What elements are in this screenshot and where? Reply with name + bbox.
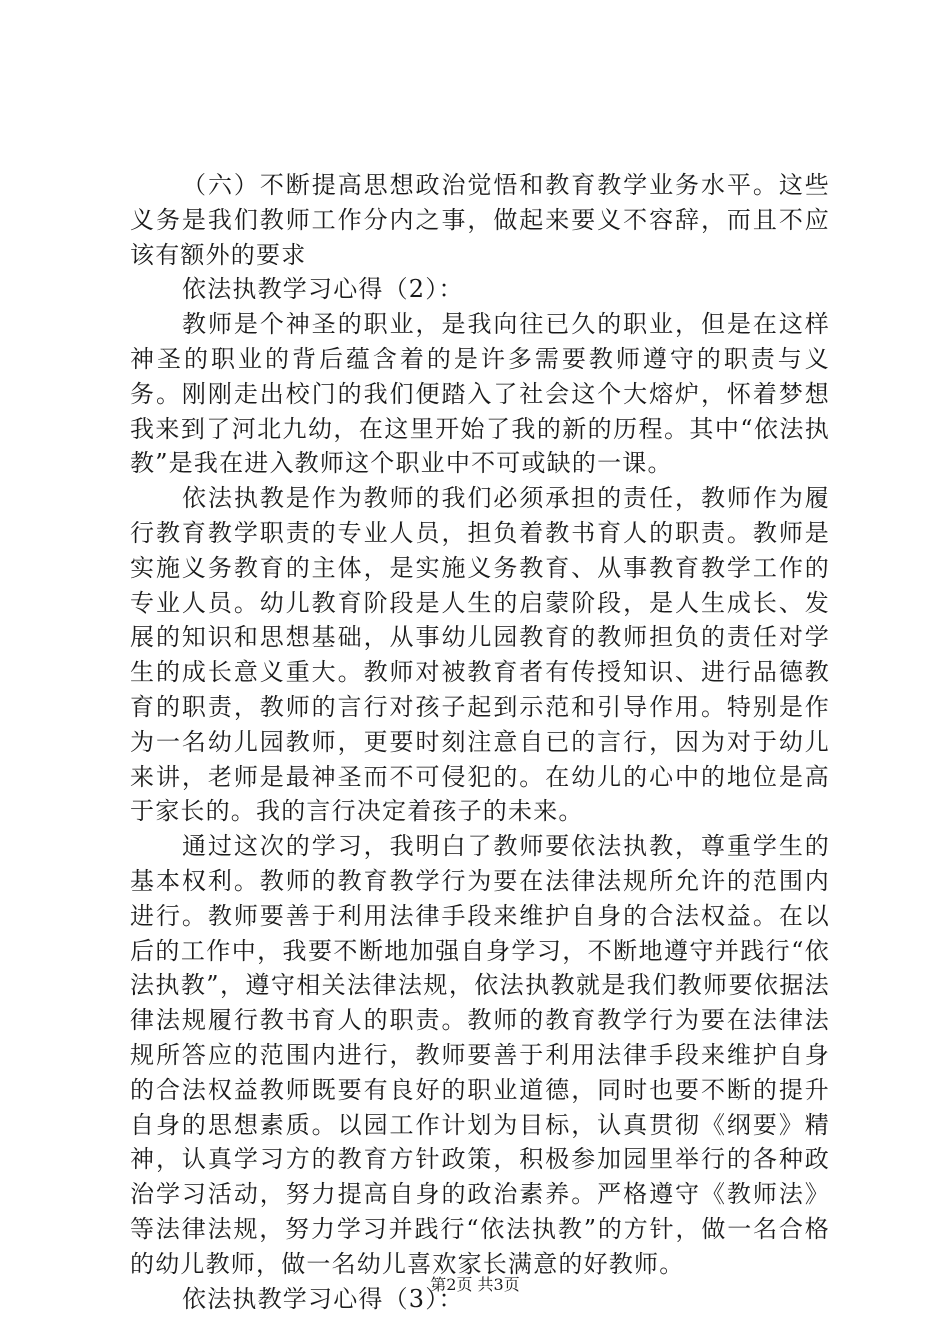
paragraph-duty-six: （六）不断提高思想政治觉悟和教育教学业务水平。这些义务是我们教师工作分内之事，做起来要义不容辞，而且不应该有额外的要求: [130, 171, 830, 269]
document-body: [130, 168, 830, 1316]
paragraph-teacher-responsibility: 依法执教是作为教师的我们必须承担的责任，教师作为履行教育教学职责的专业人员，担负着教书育人的职责。教师是实施义务教育的主体，是实施义务教育、从事教育教学工作的专业人员。幼儿教育阶段是人生的启蒙阶段，是人生成长、发展的知识和思想基础，从事幼儿园教育的教师担负的责任对学生的成长意义重大。教师对被教育者有传授知识、进行品德教育的职责，教师的言行对孩子起到示范和引导作用。特别是作为一名幼儿园教师，更要时刻注意自已的言行，因为对于幼儿来讲，老师是最神圣而不可侵犯的。在幼儿的心中的地位是高于家长的。我的言行决定着孩子的未来。: [130, 484, 830, 826]
heading-learning-notes-2: 依法执教学习心得（2）：: [182, 275, 464, 304]
paragraph-study-reflection: 通过这次的学习，我明白了教师要依法执教，尊重学生的基本权利。教师的教育教学行为要在法律法规所允许的范围内进行。教师要善于利用法律手段来维护自身的合法权益。在以后的工作中，我要不断地加强自身学习，不断地遵守并践行“依法执教”，遵守相关法律法规，依法执教就是我们教师要依据法律法规履行教书育人的职责。教师的教育教学行为要在法律法规所答应的范围内进行，教师要善于利用法律手段来维护自身的合法权益教师既要有良好的职业道德，同时也要不断的提升自身的思想素质。以园工作计划为目标，认真贯彻《纲要》精神，认真学习方的教育方针政策，积极参加园里举行的各种政治学习活动，努力提高自身的政治素养。严格遵守《教师法》等法律法规，努力学习并践行“依法执教”的方针，做一名合格的幼儿教师，做一名幼儿喜欢家长满意的好教师。: [130, 832, 830, 1278]
paragraph-sacred-profession: 教师是个神圣的职业，是我向往已久的职业，但是在这样神圣的职业的背后蕴含着的是许多需要教师遵守的职责与义务。刚刚走出校门的我们便踏入了社会这个大熔炉，怀着梦想我来到了河北九幼，在这里开始了我的新的历程。其中“依法执教”是我在进入教师这个职业中不可或缺的一课。: [130, 310, 830, 478]
heading-learning-notes-3: 依法执教学习心得（3）：: [182, 1284, 464, 1313]
page-number-footer: 第2页 共3页: [430, 1275, 520, 1294]
